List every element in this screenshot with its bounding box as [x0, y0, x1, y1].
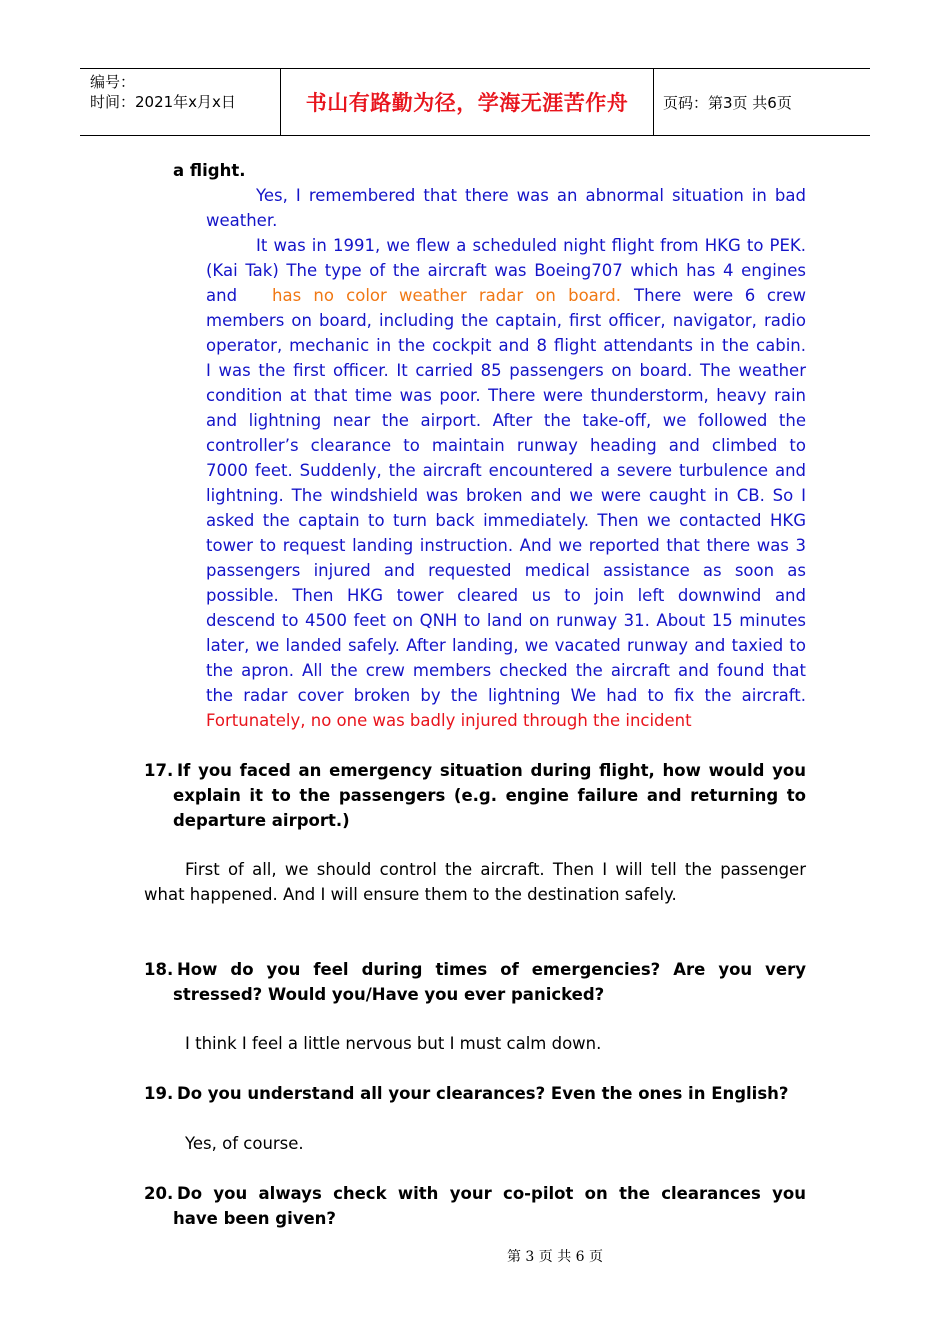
header-motto-cell — [281, 69, 654, 135]
story-line: and — [206, 286, 238, 305]
header-motto: 书山有路勤为径，学海无涯苦作舟 — [305, 90, 629, 115]
question-number: 20. — [144, 1184, 174, 1203]
story-line: operator, mechanic in the cockpit and 8 flight attendants in the cabin. — [206, 336, 806, 355]
story-line: There were 6 crew — [634, 286, 806, 305]
question-text: explain it to the passengers (e.g. engine failure and returning to — [173, 786, 806, 805]
story-line: weather. — [206, 211, 278, 230]
question-number: 19. — [144, 1084, 174, 1103]
question-text: How do you feel during times of emergencies? Are you very — [177, 960, 806, 979]
footer-page-number: 第 3 页 共 6 页 — [506, 1249, 604, 1265]
story-line: the apron. All the crew members checked the aircraft and found that — [206, 661, 806, 680]
answer-text: what happened. And I will ensure them to the destination safely. — [144, 885, 677, 904]
question-text: If you faced an emergency situation during flight, how would you — [177, 761, 806, 780]
question-text: have been given? — [173, 1209, 336, 1228]
story-line: It was in 1991, we flew a scheduled night flight from HKG to PEK. — [256, 236, 806, 255]
question-text: Do you always check with your co-pilot on the clearances you — [177, 1184, 806, 1203]
story-conclusion: Fortunately, no one was badly injured through the incident — [206, 711, 692, 730]
story-line: members on board, including the captain, first officer, navigator, radio — [206, 311, 806, 330]
question-number: 17. — [144, 761, 174, 780]
header-page-number: 页码：第3页 共6页 — [663, 93, 792, 112]
page-footer — [0, 1246, 950, 1266]
answer-text: First of all, we should control the aircraft. Then I will tell the passenger — [185, 860, 806, 879]
story-line: Yes, I remembered that there was an abnormal situation in bad — [256, 186, 806, 205]
story-line: condition at that time was poor. There were thunderstorm, heavy rain — [206, 386, 806, 405]
story-line: (Kai Tak) The type of the aircraft was Boeing707 which has 4 engines — [206, 261, 806, 280]
question-text: Do you understand all your clearances? Even the ones in English? — [177, 1084, 789, 1103]
story-line: asked the captain to turn back immediately. Then we contacted HKG — [206, 511, 806, 530]
answer-text: Yes, of course. — [185, 1134, 304, 1153]
story-line: descend to 4500 feet on QNH to land on runway 31. About 15 minutes — [206, 611, 806, 630]
story-line: lightning. The windshield was broken and we were caught in CB. So I — [206, 486, 806, 505]
question-number: 18. — [144, 960, 174, 979]
story-line: and lightning near the airport. After the take-off, we followed the — [206, 411, 806, 430]
story-line: 7000 feet. Suddenly, the aircraft encountered a severe turbulence and — [206, 461, 806, 480]
story-highlight-radar: has no color weather radar on board. — [272, 286, 621, 305]
story-line: tower to request landing instruction. And we reported that there was 3 — [206, 536, 806, 555]
story-line: passengers injured and requested medical assistance as soon as — [206, 561, 806, 580]
story-line: I was the first officer. It carried 85 passengers on board. The weather — [206, 361, 806, 380]
story-line: the radar cover broken by the lightning We had to fix the aircraft. — [206, 686, 806, 705]
question-text: stressed? Would you/Have you ever panicked? — [173, 985, 605, 1004]
document-date-label: 时间：2021年x月x日 — [90, 93, 236, 111]
answer-text: I think I feel a little nervous but I must calm down. — [185, 1034, 602, 1053]
document-number-label: 编号： — [90, 73, 136, 91]
header-page-info — [654, 69, 870, 135]
story-line: possible. Then HKG tower cleared us to join left downwind and — [206, 586, 806, 605]
story-lead: a flight. — [173, 161, 246, 180]
story-line: later, we landed safely. After landing, we vacated runway and taxied to — [206, 636, 806, 655]
story-line: controller’s clearance to maintain runway heading and climbed to — [206, 436, 806, 455]
header-meta — [80, 69, 281, 135]
question-text: departure airport.) — [173, 811, 350, 830]
page-header — [80, 68, 870, 136]
